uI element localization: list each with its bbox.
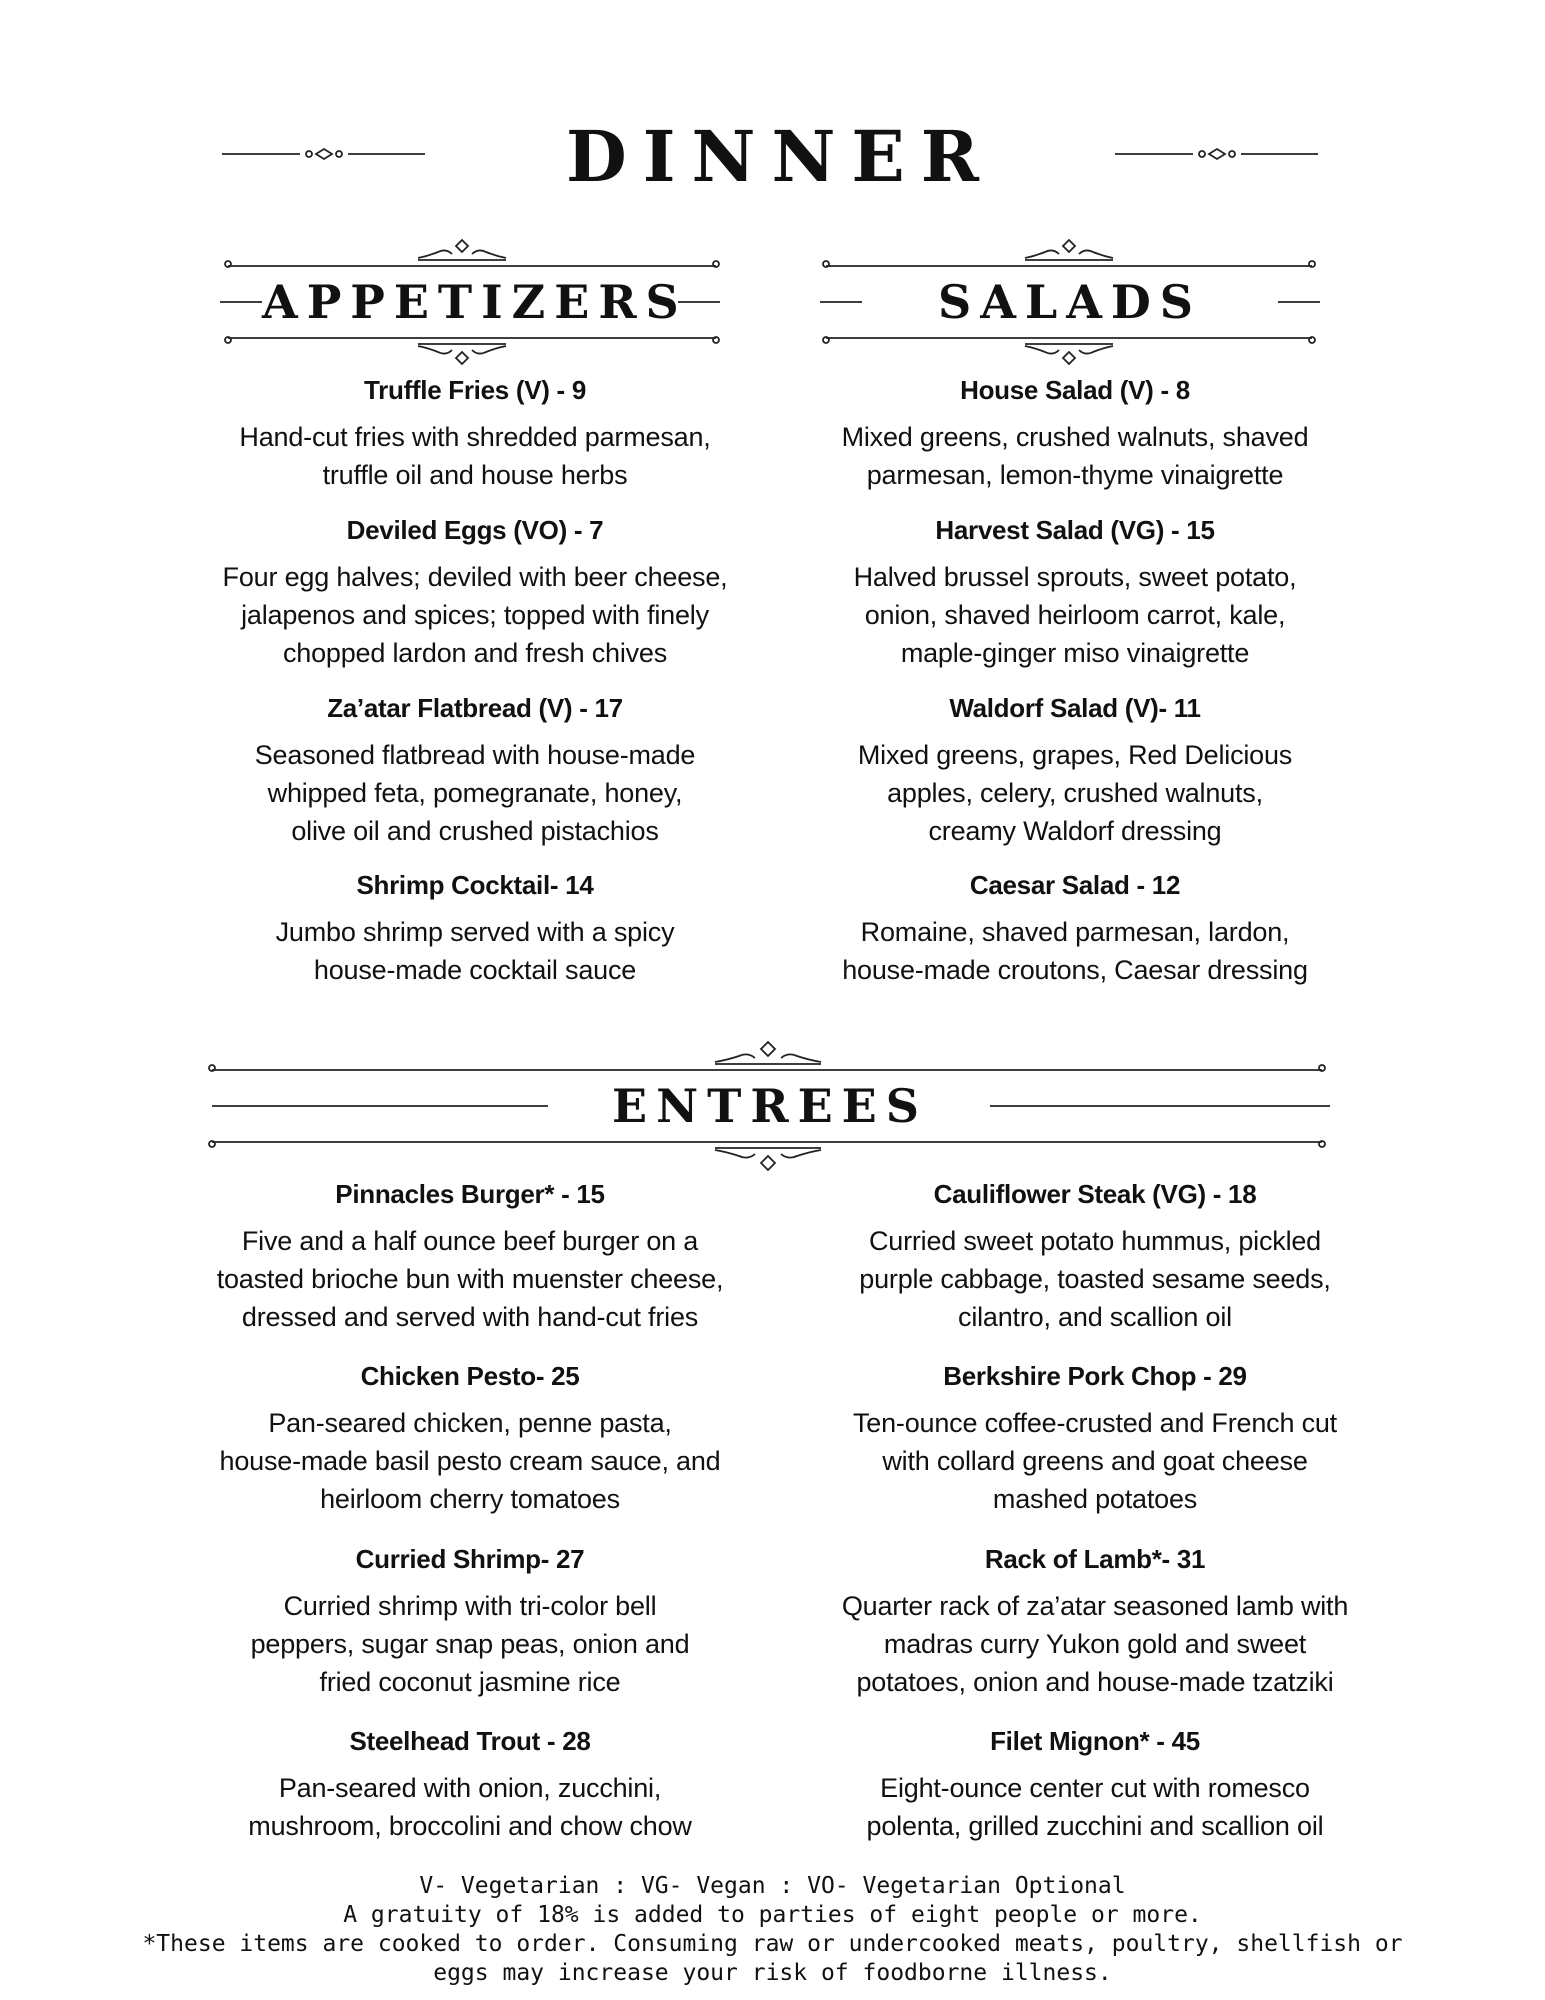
menu-item — [185, 1723, 755, 1845]
item-description: Quarter rack of za’atar seasoned lamb with madras curry Yukon gold and sweet potatoes, onion and house-made tzatziki — [841, 1591, 1349, 1697]
item-name: Berkshire Pork Chop - 29 — [943, 1361, 1247, 1391]
item-name: Za’atar Flatbread (V) - 17 — [327, 693, 623, 723]
item-description: Mixed greens, grapes, Red Delicious apples, celery, crushed walnuts, creamy Waldorf dressing — [857, 740, 1293, 846]
menu-item — [200, 690, 750, 850]
item-name: Cauliflower Steak (VG) - 18 — [933, 1179, 1257, 1209]
item-description: Pan-seared with onion, zucchini, mushroom, broccolini and chow chow — [248, 1773, 692, 1841]
menu-item — [800, 690, 1350, 850]
footer-gratuity: A gratuity of 18% is added to parties of eight people or more. — [343, 1902, 1202, 1928]
item-name: Waldorf Salad (V)- 11 — [949, 693, 1201, 723]
item-description: Seasoned flatbread with house-made whipped feta, pomegranate, honey, olive oil and crushed pistachios — [254, 740, 696, 846]
item-name: Deviled Eggs (VO) - 7 — [346, 515, 604, 545]
item-name: Pinnacles Burger* - 15 — [335, 1179, 605, 1209]
menu-item — [800, 1541, 1390, 1701]
menu-item — [800, 1723, 1390, 1845]
menu-item — [200, 512, 750, 672]
menu-item — [800, 1358, 1390, 1518]
page-title: DINNER — [566, 115, 995, 198]
item-description: Jumbo shrimp served with a spicy house-made cocktail sauce — [275, 917, 675, 985]
salads-heading: SALADS — [937, 275, 1203, 329]
item-description: Romaine, shaved parmesan, lardon, house-made croutons, Caesar dressing — [842, 917, 1308, 985]
menu-item — [800, 372, 1350, 494]
item-name: Chicken Pesto- 25 — [360, 1361, 580, 1391]
item-description: Pan-seared chicken, penne pasta, house-made basil pesto cream sauce, and heirloom cherry tomatoes — [219, 1408, 721, 1514]
item-name: Truffle Fries (V) - 9 — [364, 375, 586, 405]
item-description: Curried shrimp with tri-color bell peppers, sugar snap peas, onion and fried coconut jasmine rice — [250, 1591, 690, 1697]
item-description: Halved brussel sprouts, sweet potato, onion, shaved heirloom carrot, kale, maple-ginger miso vinaigrette — [853, 562, 1297, 668]
item-description: Five and a half ounce beef burger on a toasted brioche bun with muenster cheese, dressed and served with hand-cut fries — [216, 1226, 724, 1332]
item-name: Harvest Salad (VG) - 15 — [935, 515, 1215, 545]
item-description: Curried sweet potato hummus, pickled purple cabbage, toasted sesame seeds, cilantro, and scallion oil — [859, 1226, 1331, 1332]
menu-item — [185, 1176, 755, 1336]
menu-item — [800, 1176, 1390, 1336]
menu-item — [185, 1541, 755, 1701]
footer-disclaimer-line-2: eggs may increase your risk of foodborne illness. — [433, 1960, 1112, 1986]
menu-item — [200, 372, 750, 494]
item-name: Filet Mignon* - 45 — [990, 1726, 1200, 1756]
item-name: Shrimp Cocktail- 14 — [356, 870, 594, 900]
item-name: Steelhead Trout - 28 — [349, 1726, 591, 1756]
entrees-heading: ENTREES — [612, 1079, 928, 1133]
menu-item — [800, 512, 1350, 672]
appetizers-heading: APPETIZERS — [262, 275, 688, 329]
item-name: House Salad (V) - 8 — [960, 375, 1190, 405]
menu-item — [185, 1358, 755, 1518]
footer-notes — [0, 1872, 1545, 1988]
item-name: Caesar Salad - 12 — [969, 870, 1181, 900]
item-description: Mixed greens, crushed walnuts, shaved parmesan, lemon-thyme vinaigrette — [841, 422, 1309, 490]
item-description: Hand-cut fries with shredded parmesan, truffle oil and house herbs — [239, 422, 711, 490]
menu-item — [800, 867, 1350, 989]
menu-item — [200, 867, 750, 989]
item-name: Curried Shrimp- 27 — [355, 1544, 585, 1574]
item-description: Ten-ounce coffee-crusted and French cut with collard greens and goat cheese mashed potatoes — [853, 1408, 1337, 1514]
footer-disclaimer-line-1: *These items are cooked to order. Consuming raw or undercooked meats, poultry, shellfish or — [142, 1931, 1403, 1957]
item-name: Rack of Lamb*- 31 — [984, 1544, 1206, 1574]
footer-legend: V- Vegetarian : VG- Vegan : VO- Vegetarian Optional — [419, 1873, 1126, 1899]
item-description: Four egg halves; deviled with beer cheese, jalapenos and spices; topped with finely chopped lardon and fresh chives — [222, 562, 728, 668]
item-description: Eight-ounce center cut with romesco polenta, grilled zucchini and scallion oil — [866, 1773, 1324, 1841]
